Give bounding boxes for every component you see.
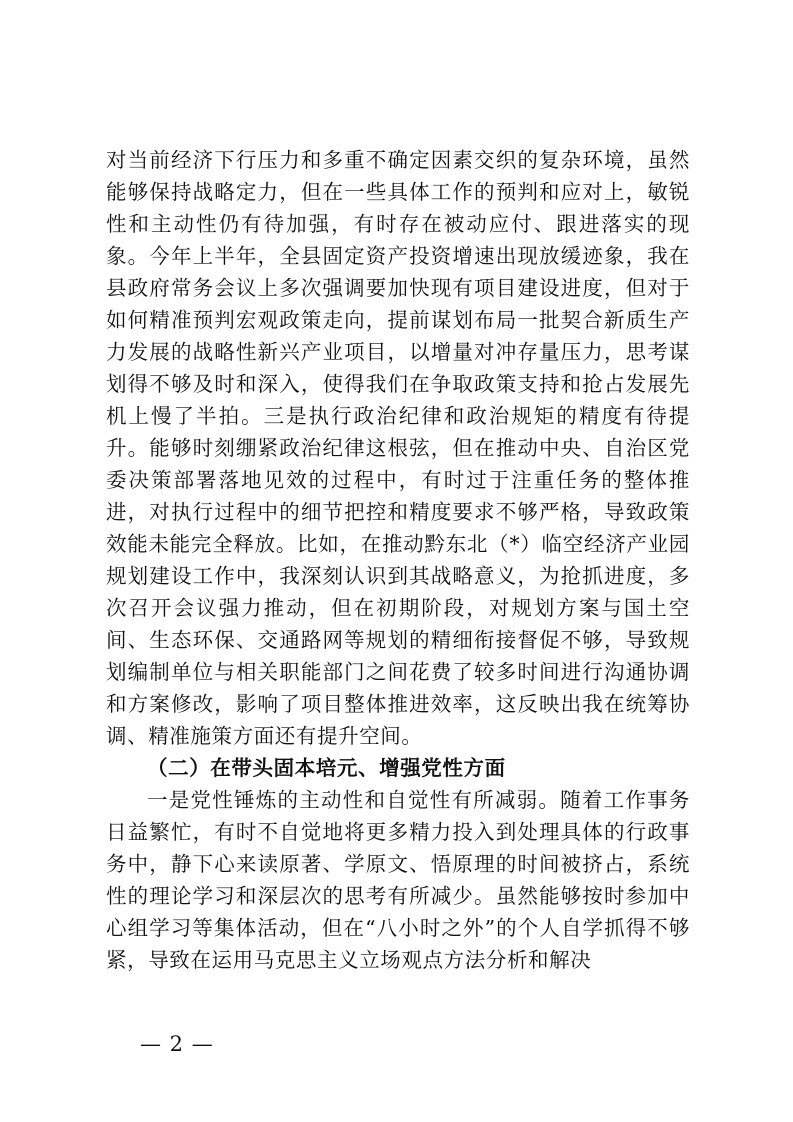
section-paragraph: 一是党性锤炼的主动性和自觉性有所减弱。随着工作事务日益繁忙，有时不自觉地将更多精力投入到处理具体的行政事务中，静下心来读原著、学原文、悟原理的时间被挤占，系统性的理论学习和深层次的思考有所减少。虽然能够按时参加中心组学习等集体活动，但在“八小时之外”的个人自学抓得不够紧，导致在运用马克思主义立场观点方法分析和解决 (106, 788, 690, 972)
continued-paragraph: 对当前经济下行压力和多重不确定因素交织的复杂环境，虽然能够保持战略定力，但在一些具体工作的预判和应对上，敏锐性和主动性仍有待加强，有时存在被动应付、跟进落实的现象。今年上半年，全县固定资产投资增速出现放缓迹象，我在县政府常务会议上多次强调要加快现有项目建设进度，但对于如何精准预判宏观政策走向，提前谋划布局一批契合新质生产力发展的战略性新兴产业项目，以增量对冲存量压力，思考谋划得不够及时和深入，使得我们在争取政策支持和抢占发展先机上慢了半拍。三是执行政治纪律和政治规矩的精度有待提升。能够时刻绷紧政治纪律这根弦，但在推动中央、自治区党委决策部署落地见效的过程中，有时过于注重任务的整体推进，对执行过程中的细节把控和精度要求不够严格，导致政策效能未能完全释放。比如，在推动黔东北（*）临空经济产业园规划建设工作中，我深刻认识到其战略意义，为抢抓进度，多次召开会议强力推动，但在初期阶段，对规划方案与国土空间、生态环保、交通路网等规划的精细衔接督促不够，导致规划编制单位与相关职能部门之间花费了较多时间进行沟通协调和方案修改，影响了项目整体推进效率，这反映出我在统筹协调、精准施策方面还有提升空间。 (106, 148, 690, 748)
section-heading: （二）在带头固本培元、增强党性方面 (147, 756, 506, 780)
page-number: — 2 — (140, 1032, 214, 1056)
document-body (106, 144, 690, 976)
